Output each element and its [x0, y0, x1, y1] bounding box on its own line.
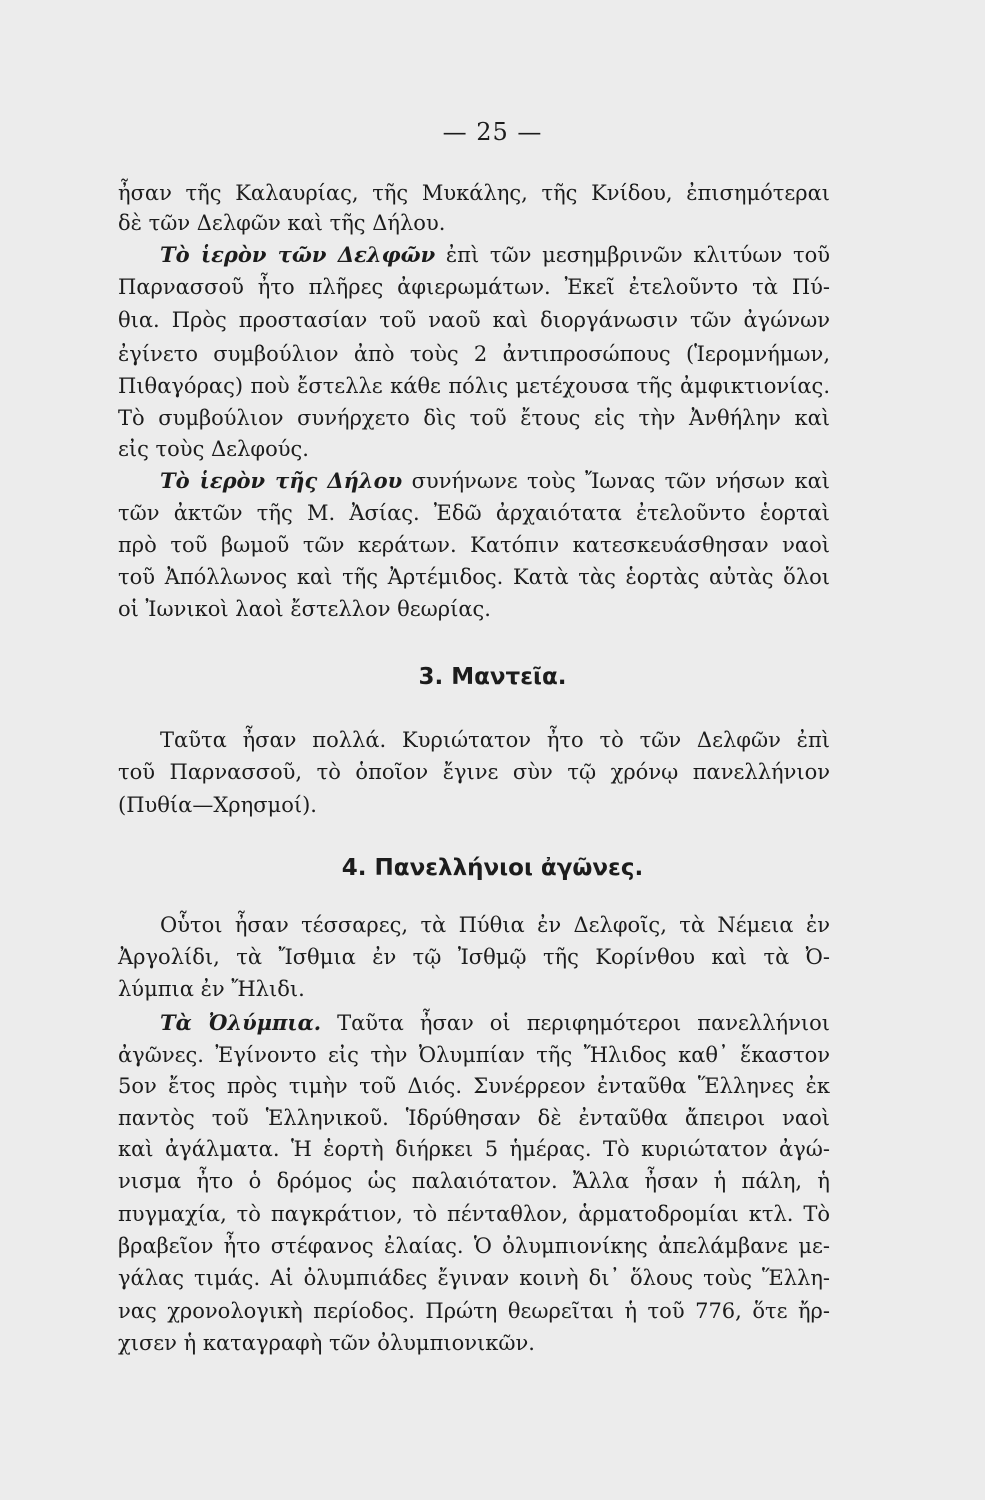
text-line: Παρνασσοῦ ἦτο πλῆρες ἀφιερωμάτων. Ἐκεῖ ἐτελοῦντο τὰ Πύ- — [118, 275, 830, 299]
section-heading-oracles: 3. Μαντεῖα. — [418, 664, 567, 690]
text-line: ἦσαν τῆς Καλαυρίας, τῆς Μυκάλης, τῆς Κνίδου, ἐπισημότεραι — [118, 181, 830, 205]
text-line: πυγμαχία, τὸ παγκράτιον, τὸ πένταθλον, ἁρματοδρομίαι κτλ. Τὸ — [118, 1202, 830, 1226]
text-line: 5ον ἔτος πρὸς τιμὴν τοῦ Διός. Συνέρρεον ἐνταῦθα Ἕλληνες ἐκ — [118, 1074, 830, 1098]
text-line: ἐγίνετο συμβούλιον ἀπὸ τοὺς 2 ἀντιπροσώπους (Ἱερομνήμων, — [118, 342, 830, 366]
text-line: Πιθαγόρας) ποὺ ἔστελλε κάθε πόλις μετέχουσα τῆς ἀμφικτιονίας. — [118, 374, 830, 398]
text-line: Ἀργολίδι, τὰ Ἴσθμια ἐν τῷ Ἰσθμῷ τῆς Κορίνθου καὶ τὰ Ὀ- — [118, 945, 830, 969]
text-line: Τὸ ἱερὸν τῆς Δήλου συνήνωνε τοὺς Ἴωνας τῶν νήσων καὶ — [160, 468, 830, 493]
text-line: τοῦ Ἀπόλλωνος καὶ τῆς Ἀρτέμιδος. Κατὰ τὰς ἑορτὰς αὐτὰς ὅλοι — [118, 565, 830, 589]
text-line: οἱ Ἰωνικοὶ λαοὶ ἔστελλον θεωρίας. — [118, 597, 491, 621]
text-line: δὲ τῶν Δελφῶν καὶ τῆς Δήλου. — [118, 211, 446, 235]
text-line: νας χρονολογικὴ περίοδος. Πρώτη θεωρεῖται ἡ τοῦ 776, ὅτε ἤρ- — [118, 1299, 830, 1323]
section-heading-games: 4. Πανελλήνιοι ἀγῶνες. — [341, 855, 644, 881]
text-line: καὶ ἀγάλματα. Ἡ ἑορτὴ διήρκει 5 ἡμέρας. Τὸ κυριώτατον ἀγώ- — [118, 1137, 830, 1161]
text-line: χισεν ἡ καταγραφὴ τῶν ὀλυμπιονικῶν. — [118, 1331, 535, 1355]
text-line: ἀγῶνες. Ἐγίνοντο εἰς τὴν Ὀλυμπίαν τῆς Ἤλιδος καθ᾽ ἕκαστον — [118, 1043, 830, 1067]
text-line: εἰς τοὺς Δελφούς. — [118, 437, 309, 461]
text-line: λύμπια ἐν Ἤλιδι. — [118, 977, 305, 1001]
text-line: γάλας τιμάς. Αἱ ὀλυμπιάδες ἔγιναν κοινὴ δι᾽ ὅλους τοὺς Ἕλλη- — [118, 1266, 830, 1290]
text-line: θια. Πρὸς προστασίαν τοῦ ναοῦ καὶ διοργάνωσιν τῶν ἀγώνων — [118, 308, 830, 332]
text-line: τῶν ἀκτῶν τῆς Μ. Ἀσίας. Ἐδῶ ἀρχαιότατα ἐτελοῦντο ἑορταὶ — [118, 501, 830, 525]
text-line: Τὸ συμβούλιον συνήρχετο δὶς τοῦ ἔτους εἰς τὴν Ἀνθήλην καὶ — [118, 406, 830, 430]
page-number: — 25 — — [442, 118, 543, 146]
text-line: βραβεῖον ἦτο στέφανος ἐλαίας. Ὁ ὀλυμπιονίκης ἀπελάμβανε με- — [118, 1234, 830, 1258]
text-line: τοῦ Παρνασσοῦ, τὸ ὁποῖον ἔγινε σὺν τῷ χρόνῳ πανελλήνιον — [118, 760, 830, 784]
text-line: πρὸ τοῦ βωμοῦ τῶν κεράτων. Κατόπιν κατεσκευάσθησαν ναοὶ — [118, 533, 830, 557]
text-line: παντὸς τοῦ Ἑλληνικοῦ. Ἱδρύθησαν δὲ ἐνταῦθα ἄπειροι ναοὶ — [118, 1106, 830, 1130]
section-lead-delos: Τὸ ἱερὸν τῆς Δήλου — [160, 468, 403, 493]
text-line: νισμα ἦτο ὁ δρόμος ὡς παλαιότατον. Ἄλλα ἦσαν ἡ πάλη, ἡ — [118, 1169, 830, 1193]
section-lead-olympia: Τὰ Ὀλύμπια. — [160, 1010, 322, 1035]
section-lead-delphi: Τὸ ἱερὸν τῶν Δελφῶν — [160, 242, 436, 267]
text-line: Τὸ ἱερὸν τῶν Δελφῶν ἐπὶ τῶν μεσημβρινῶν κλιτύων τοῦ — [160, 242, 830, 267]
text-line: Οὗτοι ἦσαν τέσσαρες, τὰ Πύθια ἐν Δελφοῖς, τὰ Νέμεια ἐν — [160, 913, 830, 937]
text-line: Τὰ Ὀλύμπια. Ταῦτα ἦσαν οἱ περιφημότεροι πανελλήνιοι — [160, 1010, 830, 1035]
text-line: (Πυθία—Χρησμοί). — [118, 793, 317, 817]
text-line: Ταῦτα ἦσαν πολλά. Κυριώτατον ἦτο τὸ τῶν Δελφῶν ἐπὶ — [160, 728, 830, 752]
